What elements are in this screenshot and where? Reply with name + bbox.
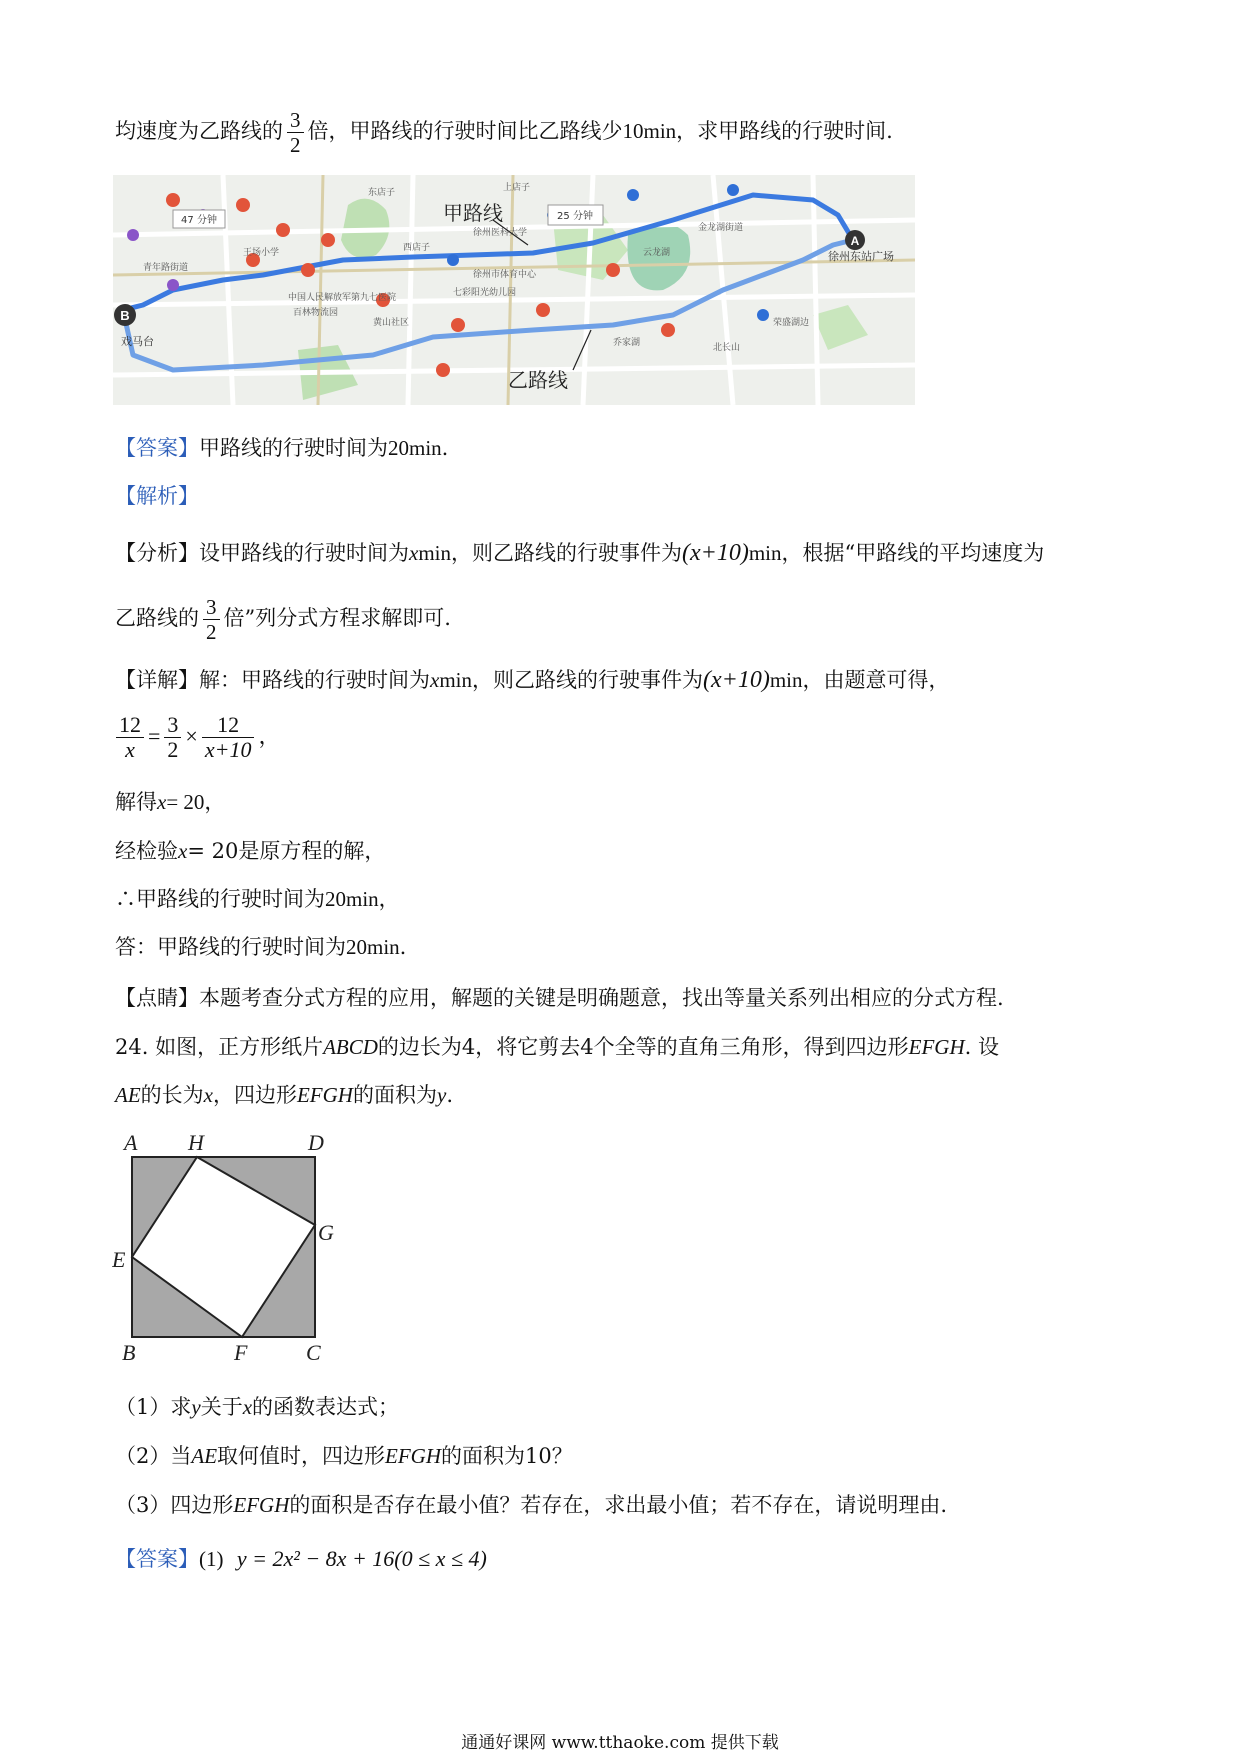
map-road-label: 上店子 xyxy=(503,183,531,193)
map-label-yi: 乙路线 xyxy=(508,368,568,392)
fraction-12-over-x: $\frac{12}{x}$ xyxy=(116,713,144,762)
q24-line-1: 24. 如图，正方形纸片ABCD的边长为4，将它剪去4个全等的直角三角形，得到四边形EFGH. 设 xyxy=(115,1035,999,1059)
reply-line: 答：甲路线的行驶时间为20min. xyxy=(115,935,407,959)
vertex-h-label: H xyxy=(188,1130,204,1155)
map-road-label: 荣盛湖边 xyxy=(773,318,810,328)
q24-line-2: AE的长为x，四边形EFGH的面积为y. xyxy=(115,1083,453,1107)
answer-2: 【答案】(1) y = 2x² − 8x + 16(0 ≤ x ≤ 4) xyxy=(115,1546,487,1571)
map-road-label: 金龙湖街道 xyxy=(698,223,744,233)
map-road-label: 乔家湖 xyxy=(613,338,641,348)
map-road-label: 中国人民解放军第九七医院 xyxy=(288,293,397,303)
map-place-start: 戏马台 xyxy=(121,335,154,348)
map-other-time: 47 分钟 xyxy=(181,215,217,226)
check-line: 经检验x= 20是原方程的解， xyxy=(115,839,386,863)
map-end-marker: A xyxy=(850,234,860,248)
dianjing-line: 【点睛】本题考查分式方程的应用，解题的关键是明确题意，找出等量关系列出相应的分式方程. xyxy=(115,986,1004,1010)
fraction-three-halves: $\frac{3}{2}$ xyxy=(287,108,304,157)
detail-line-1: 【详解】解：甲路线的行驶时间为xmin，则乙路线的行驶事件为(x+10)min，由题意可得， xyxy=(115,667,950,693)
fraction-three-halves: $\frac{3}{2}$ xyxy=(203,595,220,644)
vertex-d-label: D xyxy=(308,1130,324,1155)
vertex-g-label: G xyxy=(318,1220,334,1245)
fenxi-line-2: 乙路线的 $\frac{3}{2}$ 倍”列分式方程求解即可. xyxy=(115,595,451,644)
vertex-b-label: B xyxy=(122,1340,136,1360)
therefore-line: ∴甲路线的行驶时间为20min， xyxy=(115,887,400,911)
vertex-c-label: C xyxy=(306,1340,321,1360)
map-road-label: 百林物流园 xyxy=(293,308,339,318)
square-figure xyxy=(112,1130,352,1364)
answer-1: 【答案】甲路线的行驶时间为20min. xyxy=(115,436,449,460)
map-road-label: 云龙湖 xyxy=(643,248,671,258)
fenxi-line-1: 【分析】设甲路线的行驶时间为xmin，则乙路线的行驶事件为(x+10)min，根据“甲路线的平均速度为 xyxy=(115,540,1045,566)
vertex-f-label: F xyxy=(234,1340,248,1360)
map-road-label: 东店子 xyxy=(368,188,396,198)
map-road-label: 青年路街道 xyxy=(143,263,189,273)
fraction-three-halves: $\frac{3}{2}$ xyxy=(164,713,181,762)
map-road-label: 西店子 xyxy=(403,243,431,253)
map-road-label: 徐州医科大学 xyxy=(473,228,528,238)
part-3: （3）四边形EFGH的面积是否存在最小值？若存在，求出最小值；若不存在，请说明理由. xyxy=(115,1493,948,1517)
analysis-heading: 【解析】 xyxy=(115,484,199,508)
page-footer: 通通好课网 www.tthaoke.com 提供下载 xyxy=(461,1733,779,1753)
map-road-label: 七彩阳光幼儿园 xyxy=(453,288,517,298)
map-road-label: 黄山社区 xyxy=(373,318,410,328)
map-place-end: 徐州东站广场 xyxy=(828,250,894,263)
fraction-12-over-x-plus-10: $\frac{12}{x+10}$ xyxy=(202,713,255,762)
map-road-label: 北长山 xyxy=(713,343,741,353)
vertex-a-label: A xyxy=(124,1130,138,1155)
q23-intro: 均速度为乙路线的 $\frac{3}{2}$ 倍，甲路线的行驶时间比乙路线少10min，求甲路线的行驶时间. xyxy=(115,108,893,157)
map-time-badge: 25 分钟 xyxy=(557,211,593,222)
map-label-jia: 甲路线 xyxy=(443,201,503,225)
map-road-label: 徐州市体育中心 xyxy=(473,270,537,280)
solve-line: 解得x= 20， xyxy=(115,790,226,814)
map-road-label: 王场小学 xyxy=(243,248,280,258)
map-start-marker: B xyxy=(120,308,130,323)
part-2: （2）当AE取何值时，四边形EFGH的面积为10？ xyxy=(115,1444,573,1468)
part-1: （1）求y关于x的函数表达式； xyxy=(115,1395,400,1419)
vertex-e-label: E xyxy=(112,1247,126,1272)
equation: $\frac{12}{x}$ = $\frac{3}{2}$ × $\frac{12}{x+10}$ ， xyxy=(112,713,280,762)
route-map xyxy=(113,175,915,405)
